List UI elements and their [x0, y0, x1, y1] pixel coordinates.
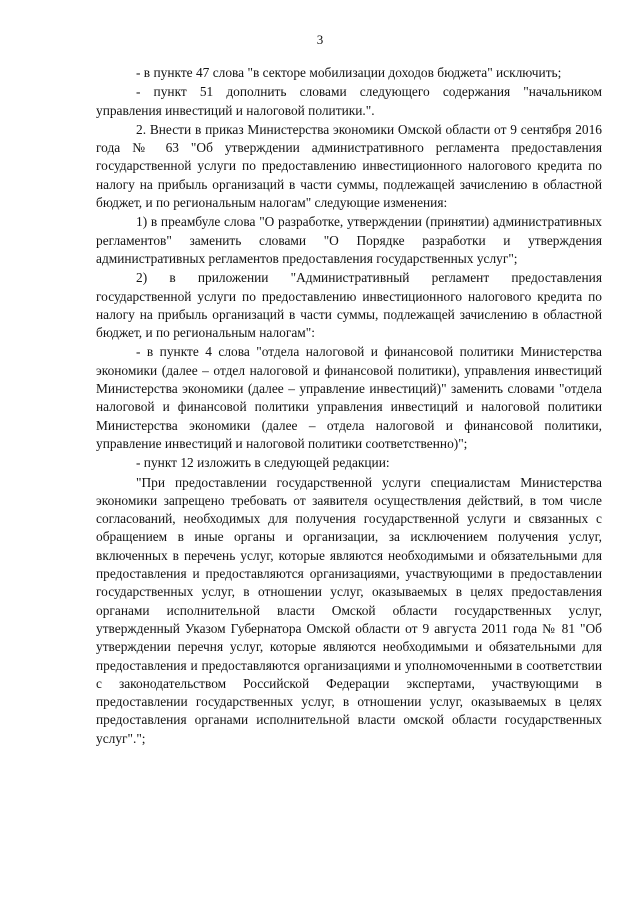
paragraph-item-47: - в пункте 47 слова "в секторе мобилизации доходов бюджета" исключить; — [136, 65, 562, 80]
paragraph-amend-order-63: 2. Внести в приказ Министерства экономики Омской области от 9 сентября 2016 года № 63 "Об утверждении административного регламента предоставления государственной услуги по предоставлению инвестиционного налогового кредита по налогу на прибыль организаций в части суммы, подлежащей зачислению в областной бюджет, и по региональным налогам" следующие изменения: — [96, 121, 602, 211]
paragraph-item-4: - в пункте 4 слова "отдела налоговой и финансовой политики Министерства экономики (далее – отдел налоговой и финансовой политики), управления инвестиций Министерства экономики (далее – управление инвестиций)" заменить словами "отдела налоговой и финансовой политики управления инвестиций и налоговой политики Министерства экономики (далее – отдела налоговой и финансовой политики, управление инвестиций и налоговой политики соответственно)"; — [96, 344, 602, 451]
paragraph-appendix-change: 2) в приложении "Административный регламент предоставления государственной услуги по предоставлению инвестиционного налогового кредита по налогу на прибыль организаций в части суммы, подлежащей зачислению в областной бюджет, и по региональным налогам": — [96, 270, 602, 341]
paragraph-preamble-change: 1) в преамбуле слова "О разработке, утверждении (принятии) административных регламентов" заменить словами "О Порядке разработки и утверждения административных регламентов предоставления государственных услуг"; — [96, 214, 602, 266]
document-body — [96, 64, 602, 749]
paragraph-item-12-text: "При предоставлении государственной услуги специалистам Министерства экономики запрещено требовать от заявителя осуществления действий, в том числе согласований, необходимых для получения государственной услуги и связанных с обращением в иные органы и организации, за исключением получения услуг, включенных в перечень услуг, которые являются необходимыми и обязательными для предоставления и предоставляются организациями, участвующими в предоставлении государственных услуг, в отношении услуг, оказываемых в целях предоставления органами исполнительной власти Омской области государственных услуг, утвержденный Указом Губернатора Омской области от 9 августа 2011 года № 81 "Об утверждении перечня услуг, которые являются необходимыми и обязательными для предоставления и предоставляются организациями и уполномоченными в соответствии с законодательством Российской Федерации экспертами, участвующими в предоставлении государственных услуг, в отношении услуг, оказываемых в целях предоставления органами исполнительной власти омской области государственных услуг"."; — [96, 474, 602, 746]
page-number: 3 — [316, 32, 324, 47]
paragraph-item-51: - пункт 51 дополнить словами следующего содержания "начальником управления инвестиций и налоговой политики.". — [96, 84, 602, 118]
paragraph-item-12-intro: - пункт 12 изложить в следующей редакции: — [136, 455, 390, 471]
